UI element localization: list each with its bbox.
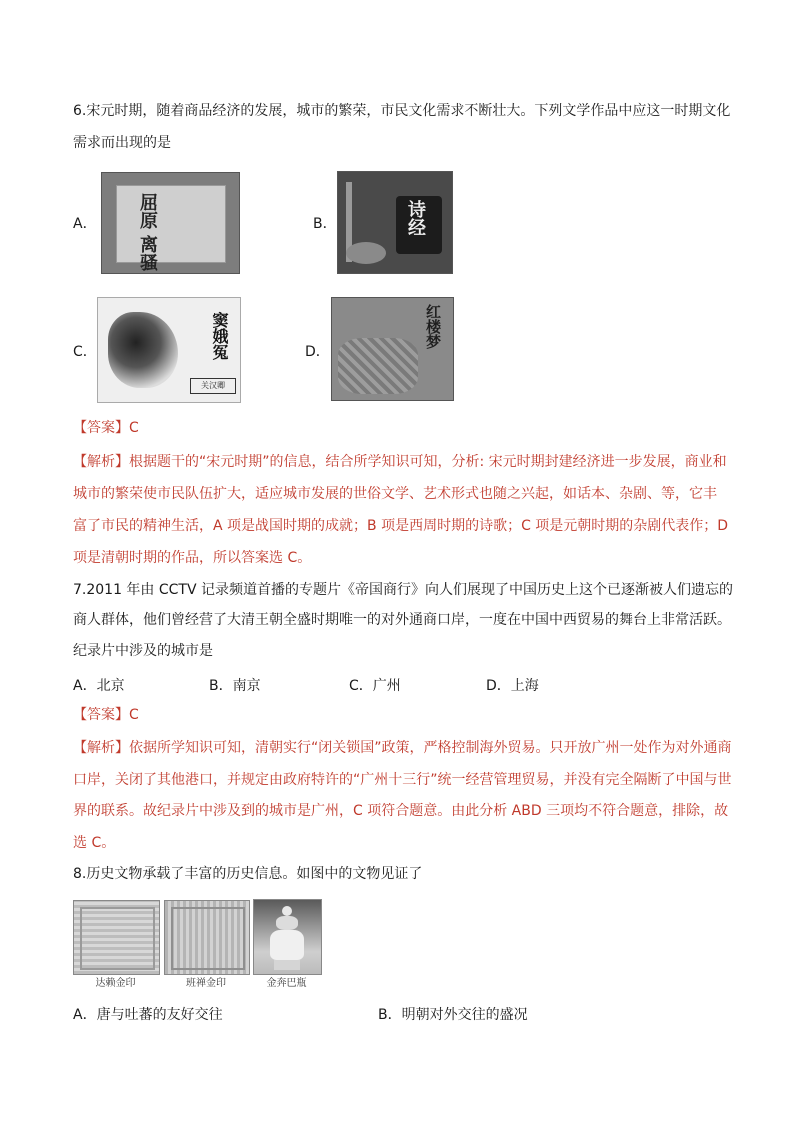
q7-stem-line2: 商人群体，他们曾经营了大清王朝全盛时期唯一的对外通商口岸，一度在中国中西贸易的舞台上非常活跃。 <box>73 612 731 628</box>
q7-stem-line1: 7.2011 年由 CCTV 记录频道首播的专题片《帝国商行》向人们展现了中国历史上这个已逐渐被人们遗忘的 <box>73 582 734 598</box>
q6-answer-value: C <box>129 420 139 436</box>
q8-option-b: B．明朝对外交往的盛况 <box>378 1007 528 1023</box>
q7-analysis-text1: 依据所学知识可知，清朝实行“闭关锁国”政策，严格控制海外贸易。只开放广州一处作为对外通商 <box>129 740 732 756</box>
q8-seal-panchen-image <box>164 900 250 975</box>
q6-option-a-image <box>101 172 240 274</box>
q6-stem-line1: 6.宋元时期，随着商品经济的发展，城市的繁荣，市民文化需求不断壮大。下列文学作品中应这一时期文化 <box>73 103 731 119</box>
q6-option-d-label: D． <box>305 344 330 360</box>
q6-analysis-line3: 富了市民的精神生活，A 项是战国时期的成就；B 项是西周时期的诗歌；C 项是元朝时期的杂剧代表作；D <box>73 518 729 534</box>
q7-stem-line3: 纪录片中涉及的城市是 <box>73 643 213 659</box>
q6-option-a-label: A． <box>73 216 97 232</box>
q7-analysis-line2: 口岸，关闭了其他港口，并规定由政府特许的“广州十三行”统一经营管理贸易，并没有完全隔断了中国与世 <box>73 772 732 788</box>
q6-option-d-image <box>331 297 454 401</box>
q6-analysis-line1 <box>73 452 727 472</box>
q6-analysis-line4: 项是清朝时期的作品，所以答案选 C。 <box>73 550 312 566</box>
q8-stem: 8.历史文物承载了丰富的历史信息。如图中的文物见证了 <box>73 866 423 882</box>
q6-option-c-author: 关汉卿 <box>190 378 236 394</box>
q7-analysis-line4: 选 C。 <box>73 835 116 851</box>
q8-caption-urn: 金奔巴瓶 <box>266 978 307 989</box>
q6-option-b-title: 诗经 <box>405 200 426 236</box>
q6-option-d-title: 红楼梦 <box>424 304 442 349</box>
q7-analysis-tag: 【解析】 <box>73 740 129 756</box>
q7-answer-tag: 【答案】 <box>73 707 129 723</box>
q6-option-c-label: C． <box>73 344 97 360</box>
q6-option-c-image <box>97 297 241 403</box>
q7-option-b: B．南京 <box>209 678 261 694</box>
q6-analysis-text1: 根据题干的“宋元时期”的信息，结合所学知识可知，分析: 宋元时期封建经济进一步发展，商业和 <box>129 454 727 470</box>
q7-option-a: A．北京 <box>73 678 125 694</box>
q6-option-b-image <box>337 171 453 274</box>
q6-stem-line2: 需求而出现的是 <box>73 135 171 151</box>
q6-answer-tag: 【答案】 <box>73 420 129 436</box>
q6-answer <box>73 418 139 438</box>
q7-answer <box>73 705 139 725</box>
q7-analysis-line3: 界的联系。故纪录片中涉及到的城市是广州，C 项符合题意。由此分析 ABD 三项均不符合题意，排除，故 <box>73 803 729 819</box>
q7-option-d: D．上海 <box>486 678 539 694</box>
q8-caption-panchen: 班禅金印 <box>186 978 226 989</box>
q6-option-b-label: B． <box>313 216 337 232</box>
q8-caption-dalai: 达赖金印 <box>95 978 136 989</box>
q6-analysis-tag: 【解析】 <box>73 454 129 470</box>
q8-option-a: A．唐与吐蕃的友好交往 <box>73 1007 223 1023</box>
q6-analysis-line2: 城市的繁荣使市民队伍扩大，适应城市发展的世俗文学、艺术形式也随之兴起，如话本、杂剧、等，它丰 <box>73 486 717 502</box>
q7-option-c: C．广州 <box>349 678 401 694</box>
q6-option-a-title: 屈原 离骚 <box>137 193 158 272</box>
q8-golden-urn-image <box>253 899 322 975</box>
q6-option-c-title: 窦娥冤 <box>210 312 229 360</box>
q7-analysis-line1 <box>73 738 732 758</box>
q8-seal-dalai-image <box>73 900 160 975</box>
q7-answer-value: C <box>129 707 139 723</box>
